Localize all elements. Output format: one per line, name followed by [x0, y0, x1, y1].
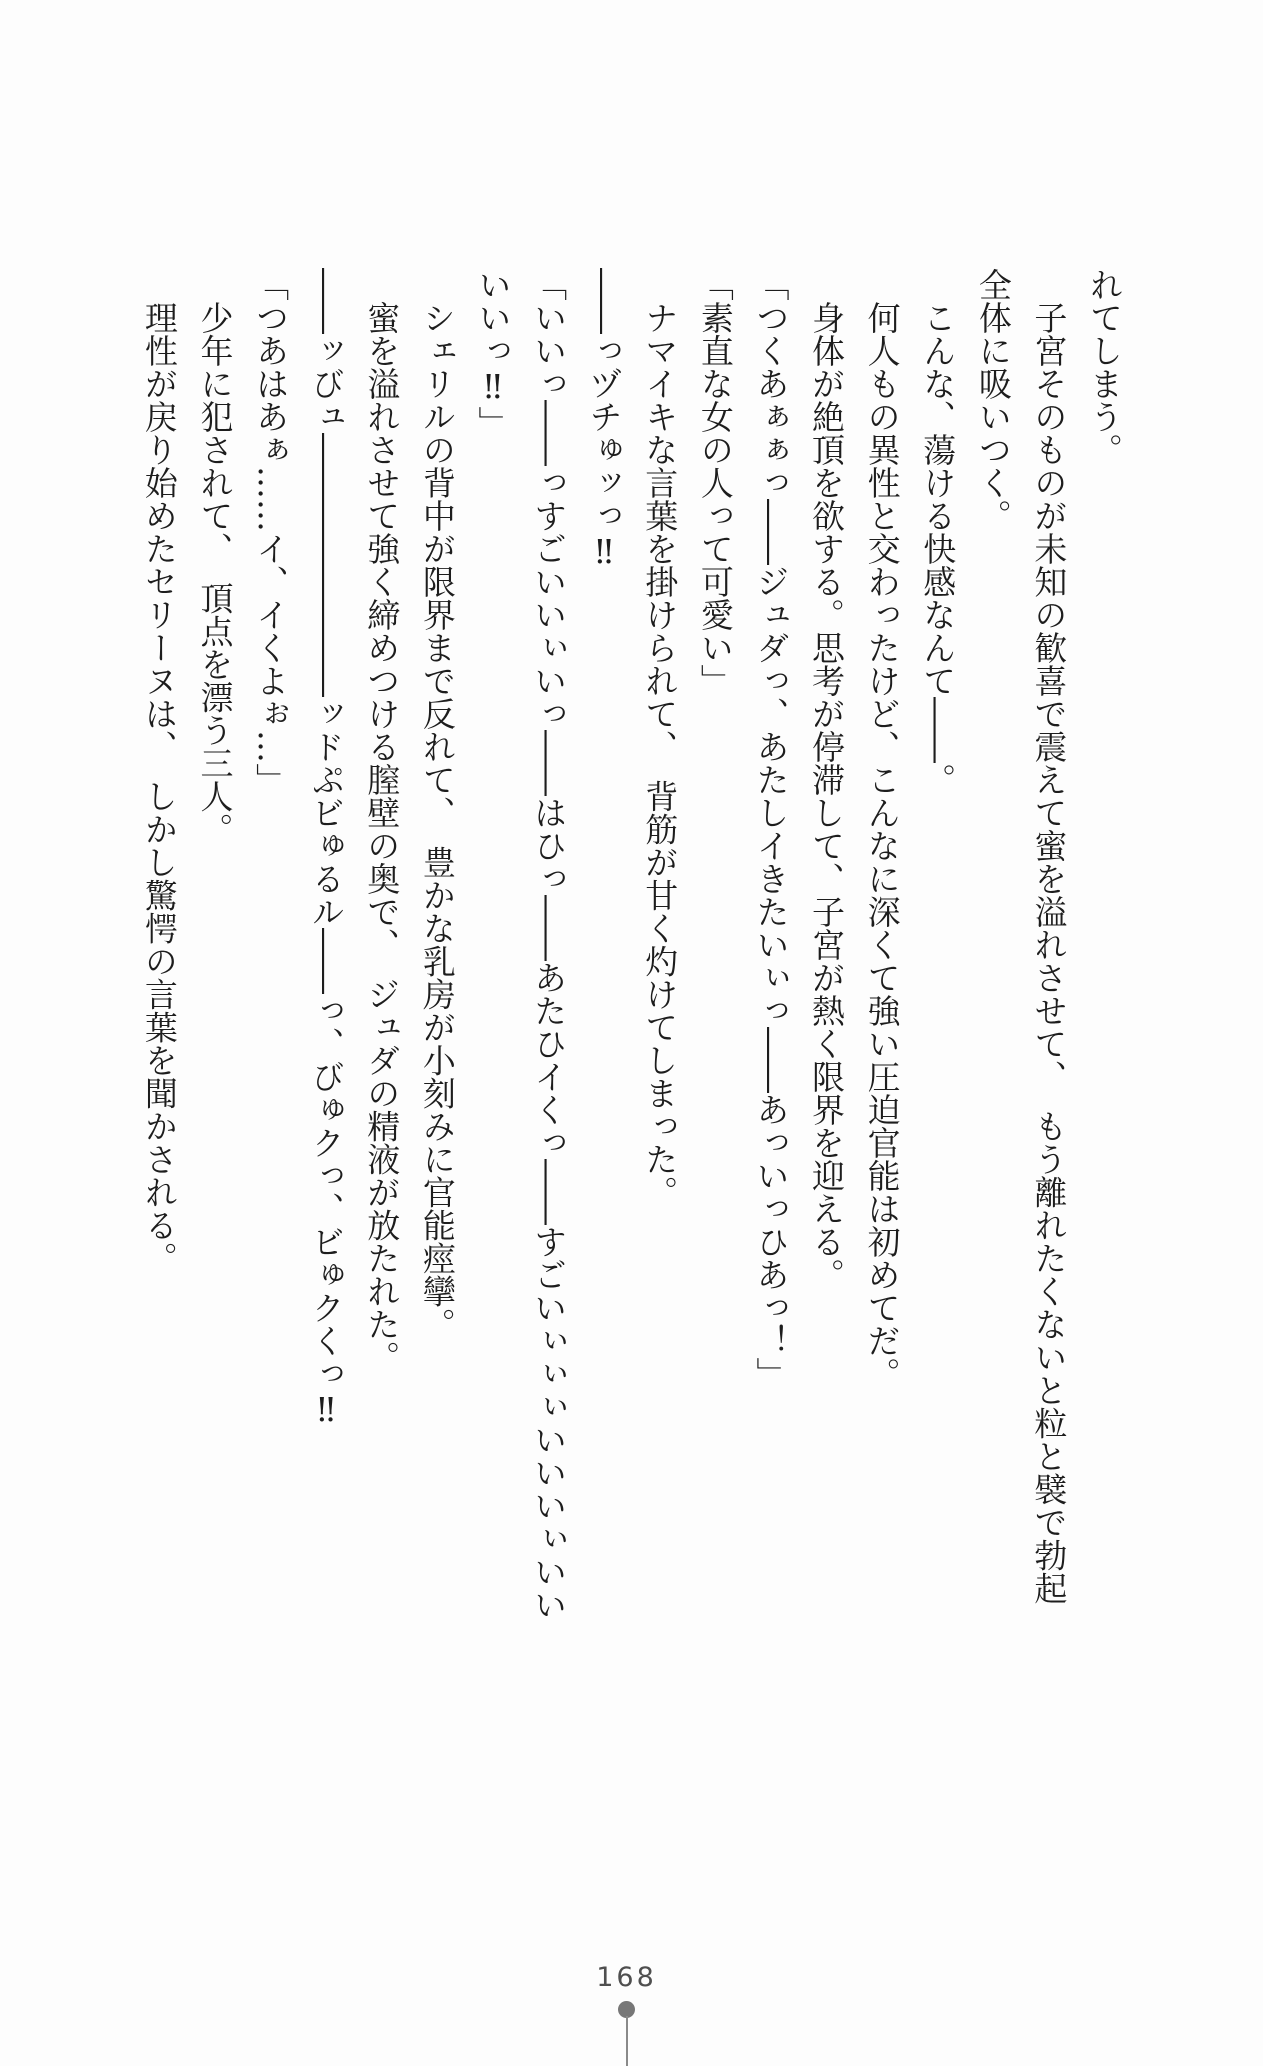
footer-dot-ornament [618, 2001, 635, 2018]
text-column-6: 身体が絶頂を欲する。思考が停滞して、子宮が熱く限界を迎える。 [807, 268, 847, 1291]
vertical-text-block [131, 268, 1132, 1648]
footer-line-ornament [626, 2016, 628, 2066]
text-column-3: 全体に吸いつく。 [973, 268, 1013, 532]
text-column-18: 理性が戻り始めたセリーヌは、 しかし驚愕の言葉を聞かされる。 [139, 268, 179, 1275]
text-column-12: いいっ‼」 [473, 268, 513, 439]
text-column-4: こんな、蕩ける快感なんて――。 [918, 268, 958, 796]
text-column-13: シェリルの背中が限界まで反れて、 豊かな乳房が小刻みに官能痙攣。 [417, 268, 457, 1341]
text-column-17: 少年に犯されて、 頂点を漂う三人。 [195, 268, 235, 846]
text-column-1: れてしまう。 [1085, 268, 1124, 466]
text-column-15: ――ッびュ――――――――ッドぷビゅるル――っ、びゅクっ、ビゅクくっ‼ [306, 268, 346, 1429]
text-column-16: 「つあはあぁ……イ、イくよぉ…」 [251, 268, 291, 796]
text-column-11: 「いいっ――っすごいいぃいっ――はひっ――あたひイくっ――すごいぃぃぃいいいぃいい [529, 268, 569, 1621]
text-column-9: ナマイキな言葉を掛けられて、 背筋が甘く灼けてしまった。 [640, 268, 680, 1209]
text-column-7: 「つくあぁぁっ――ジュダっ、あたしイきたいぃっ――あっいっひあっ！」 [751, 268, 791, 1390]
text-column-5: 何人もの異性と交わったけど、こんなに深くて強い圧迫官能は初めてだ。 [862, 268, 902, 1390]
text-column-2: 子宮そのものが未知の歓喜で震えて蜜を溢れさせて、 もう離れたくないと粒と襞で勃起 [1029, 268, 1069, 1605]
text-column-14: 蜜を溢れさせて強く締めつける膣壁の奥で、 ジュダの精液が放たれた。 [362, 268, 402, 1374]
text-column-8: 「素直な女の人って可愛い」 [695, 268, 735, 697]
text-column-10: ――っヅチゅッっ‼ [584, 268, 624, 571]
page-number: 168 [596, 1962, 657, 1993]
